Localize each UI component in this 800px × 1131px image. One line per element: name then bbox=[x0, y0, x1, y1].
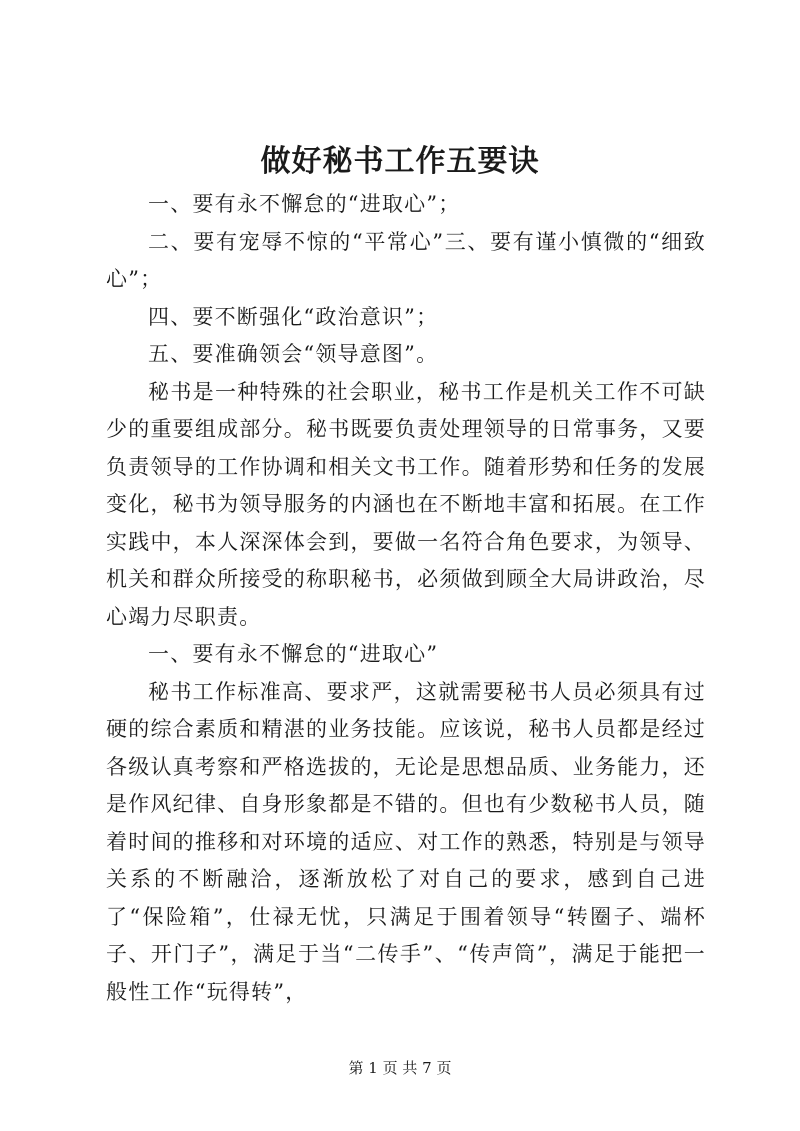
paragraph-section-1-body: 秘书工作标准高、要求严，这就需要秘书人员必须具有过硬的综合素质和精湛的业务技能。应该说，秘书人员都是经过各级认真考察和严格选拔的，无论是思想品质、业务能力，还是作风纪律、自身形象都是不错的。但也有少数秘书人员，随着时间的推移和对环境的适应、对工作的熟悉，特别是与领导关系的不断融洽，逐渐放松了对自己的要求，感到自己进了“保险箱”，仕禄无忧，只满足于围着领导“转圈子、端杯子、开门子”，满足于当“二传手”、“传声筒”，满足于能把一般性工作“玩得转”， bbox=[106, 679, 706, 1004]
paragraph-intro: 秘书是一种特殊的社会职业，秘书工作是机关工作不可缺少的重要组成部分。秘书既要负责处理领导的日常事务，又要负责领导的工作协调和相关文书工作。随着形势和任务的发展变化，秘书为领导服务的内涵也在不断地丰富和拓展。在工作实践中，本人深深体会到，要做一名符合角色要求，为领导、机关和群众所接受的称职秘书，必须做到顾全大局讲政治，尽心竭力尽职责。 bbox=[106, 379, 706, 629]
paragraph-point-1: 一、要有永不懈怠的“进取心”； bbox=[148, 192, 461, 216]
paragraph-point-4: 四、要不断强化“政治意识”； bbox=[148, 304, 439, 329]
section-heading-1: 一、要有永不懈怠的“进取心” bbox=[148, 642, 439, 666]
document-title: 做好秘书工作五要诀 bbox=[260, 144, 540, 179]
page-footer: 第 1 页 共 7 页 bbox=[348, 1059, 452, 1077]
paragraph-point-2-3: 二、要有宠辱不惊的“平常心”三、要有谨小慎微的“细致心”； bbox=[106, 229, 706, 291]
paragraph-point-5: 五、要准确领会“领导意图”。 bbox=[148, 342, 439, 366]
document-body bbox=[106, 186, 706, 1011]
